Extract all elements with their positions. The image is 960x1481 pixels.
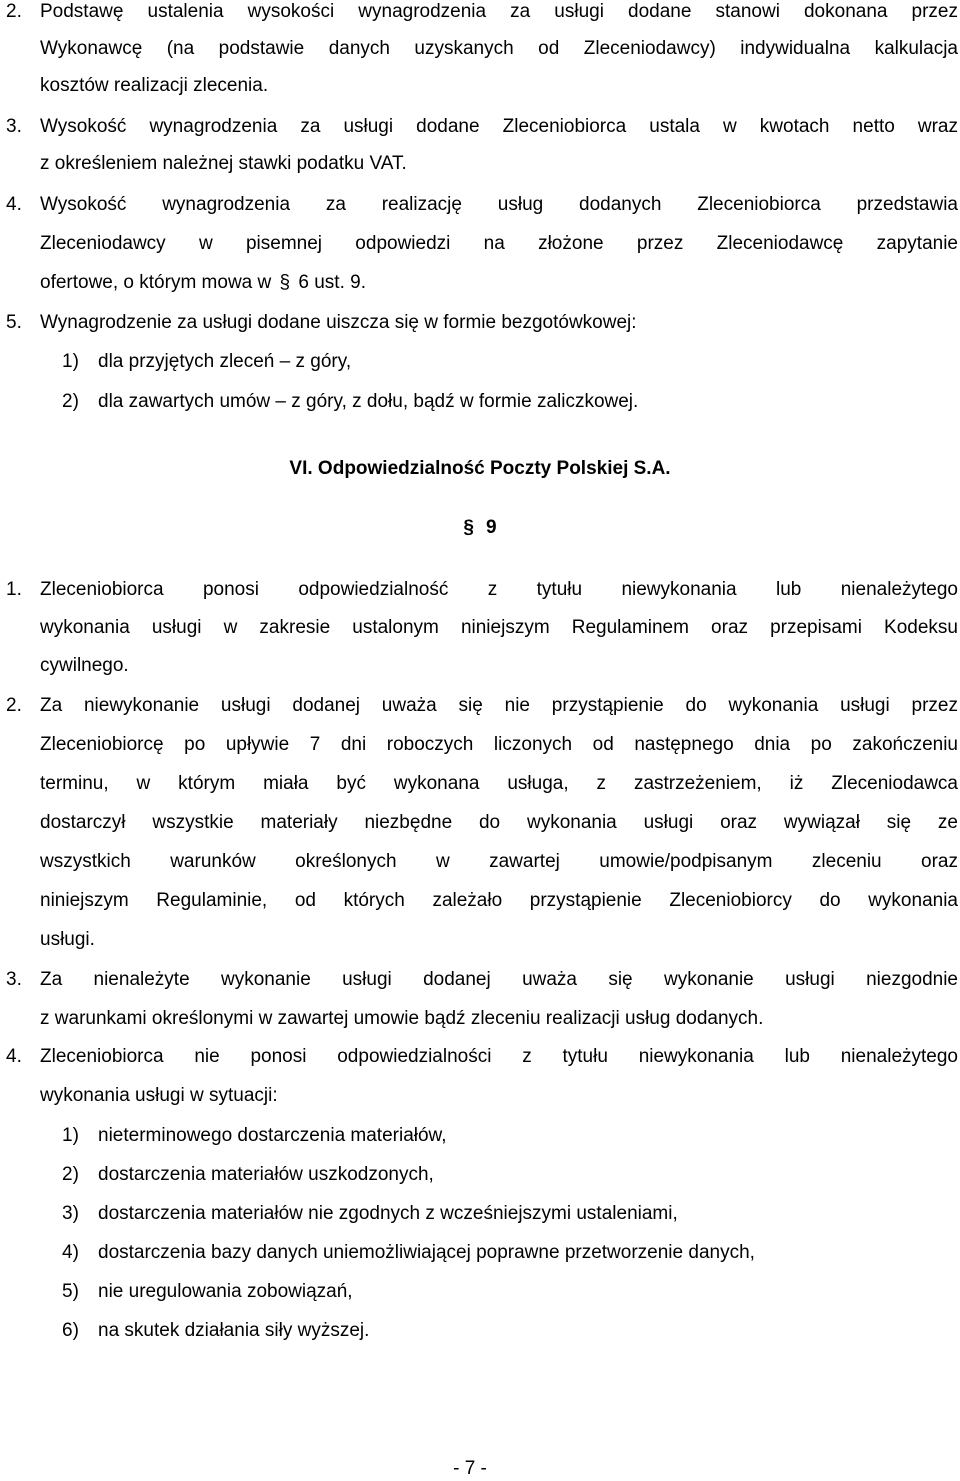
section-sign-symbol: §: [463, 517, 474, 538]
subitem-text: dostarczenia bazy danych uniemożliwiającej poprawne przetworzenie danych,: [98, 1242, 755, 1263]
paragraph-line: Wynagrodzenie za usługi dodane uiszcza się w formie bezgotówkowej:: [40, 312, 637, 333]
item-number: 1.: [6, 579, 22, 600]
paragraph-line: Wysokość wynagrodzenia za realizację usług dodanych Zleceniobiorca przedstawia: [40, 194, 958, 215]
paragraph-number: [0, 516, 960, 540]
subitem-number: 6): [62, 1320, 79, 1341]
subitem-text: dla zawartych umów – z góry, z dołu, bądź w formie zaliczkowej.: [98, 391, 639, 412]
paragraph-line: Zleceniobiorca ponosi odpowiedzialność z tytułu niewykonania lub nienależytego: [40, 579, 958, 600]
paragraph-line: [40, 271, 366, 295]
line-text: 6 ust. 9.: [298, 272, 366, 293]
paragraph-line: wszystkich warunków określonych w zawartej umowie/podpisanym zleceniu oraz: [40, 851, 958, 872]
paragraph-line: wykonania usługi w zakresie ustalonym niniejszym Regulaminem oraz przepisami Kodeksu: [40, 617, 958, 638]
subitem-text: dostarczenia materiałów nie zgodnych z wcześniejszymi ustaleniami,: [98, 1203, 678, 1224]
item-number: 2.: [6, 695, 22, 716]
subitem-number: 1): [62, 351, 79, 372]
paragraph-number-value: 9: [486, 517, 497, 538]
subitem-number: 1): [62, 1125, 79, 1146]
paragraph-line: Podstawę ustalenia wysokości wynagrodzenia za usługi dodane stanowi dokonana przez: [40, 1, 958, 22]
item-number: 4.: [6, 194, 22, 215]
subitem-number: 5): [62, 1281, 79, 1302]
subitem-number: 2): [62, 391, 79, 412]
paragraph-line: kosztów realizacji zlecenia.: [40, 75, 269, 96]
line-text: ofertowe, o którym mowa w: [40, 272, 272, 293]
subitem-number: 2): [62, 1164, 79, 1185]
item-number: 4.: [6, 1046, 22, 1067]
paragraph-line: Wykonawcę (na podstawie danych uzyskanych od Zleceniodawcy) indywidualna kalkulacja: [40, 38, 958, 59]
paragraph-line: wykonania usługi w sytuacji:: [40, 1085, 278, 1106]
paragraph-line: Zleceniobiorca nie ponosi odpowiedzialności z tytułu niewykonania lub nienależytego: [40, 1046, 958, 1067]
subitem-text: dostarczenia materiałów uszkodzonych,: [98, 1164, 434, 1185]
item-number: 5.: [6, 312, 22, 333]
paragraph-line: Zleceniodawcy w pisemnej odpowiedzi na złożone przez Zleceniodawcę zapytanie: [40, 233, 958, 254]
subitem-text: na skutek działania siły wyższej.: [98, 1320, 370, 1341]
paragraph-line: terminu, w którym miała być wykonana usługa, z zastrzeżeniem, iż Zleceniodawca: [40, 773, 958, 794]
paragraph-line: cywilnego.: [40, 655, 129, 676]
paragraph-line: Za niewykonanie usługi dodanej uważa się nie przystąpienie do wykonania usługi przez: [40, 695, 958, 716]
paragraph-line: dostarczył wszystkie materiały niezbędne do wykonania usługi oraz wywiązał się ze: [40, 812, 958, 833]
section-sign-symbol: §: [279, 272, 291, 293]
subitem-text: nieterminowego dostarczenia materiałów,: [98, 1125, 447, 1146]
subitem-text: nie uregulowania zobowiązań,: [98, 1281, 353, 1302]
paragraph-line: niniejszym Regulaminie, od których zależało przystąpienie Zleceniobiorcy do wykonania: [40, 890, 958, 911]
paragraph-line: Zleceniobiorcę po upływie 7 dni roboczych liczonych od następnego dnia po zakończeniu: [40, 734, 958, 755]
item-number: 3.: [6, 116, 22, 137]
paragraph-line: Wysokość wynagrodzenia za usługi dodane Zleceniobiorca ustala w kwotach netto wraz: [40, 116, 958, 137]
paragraph-line: z określeniem należnej stawki podatku VAT.: [40, 153, 407, 174]
paragraph-line: usługi.: [40, 929, 95, 950]
subitem-number: 4): [62, 1242, 79, 1263]
section-heading: VI. Odpowiedzialność Poczty Polskiej S.A.: [289, 458, 671, 479]
subitem-number: 3): [62, 1203, 79, 1224]
subitem-text: dla przyjętych zleceń – z góry,: [98, 351, 352, 372]
paragraph-line: Za nienależyte wykonanie usługi dodanej uważa się wykonanie usługi niezgodnie: [40, 969, 958, 990]
paragraph-line: z warunkami określonymi w zawartej umowie bądź zleceniu realizacji usług dodanych.: [40, 1008, 764, 1029]
item-number: 3.: [6, 969, 22, 990]
item-number: 2.: [6, 1, 22, 22]
page-number: - 7 -: [453, 1458, 487, 1479]
